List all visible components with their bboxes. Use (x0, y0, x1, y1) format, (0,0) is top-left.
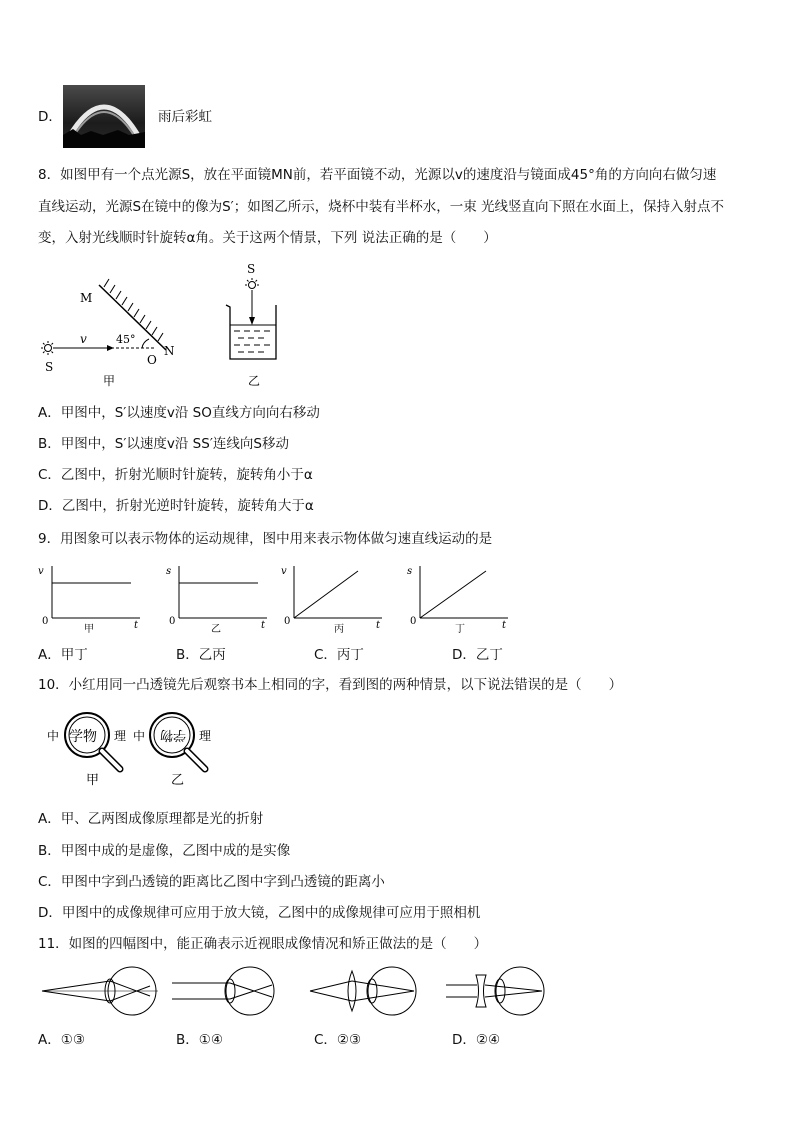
sun-icon (41, 341, 55, 355)
eye-diagram-1 (42, 967, 158, 1015)
q9-graphs (36, 560, 526, 640)
label-n: N (164, 344, 175, 358)
q8-option-d: D．乙图中，折射光逆时针旋转，旋转角大于α (38, 498, 314, 514)
q11-option-d: D．②④ (452, 1032, 501, 1048)
svg-text:v: v (38, 566, 44, 577)
eye-diagram-4 (446, 967, 544, 1015)
svg-text:甲: 甲 (84, 624, 94, 635)
rainbow-photo (63, 85, 145, 148)
svg-text:学物: 学物 (159, 727, 186, 742)
q9-option-c: C．丙丁 (314, 647, 364, 663)
svg-text:s: s (166, 566, 172, 577)
magnifier-jia (47, 713, 126, 788)
q8-figure (36, 255, 296, 390)
q10-option-b: B．甲图中成的是虚像，乙图中成的是实像 (38, 843, 291, 859)
beaker (226, 305, 276, 359)
q11-stem: 11．如图的四幅图中，能正确表示近视眼成像情况和矫正做法的是（ ） (38, 936, 488, 952)
q8-option-b: B．甲图中，S′以速度v沿 SS′连线向S移动 (38, 436, 289, 452)
q8-option-a: A．甲图中，S′以速度v沿 SO直线方向向右移动 (38, 405, 320, 421)
caption-jia: 甲 (103, 374, 116, 388)
graph-jia (38, 566, 140, 635)
svg-text:0: 0 (169, 616, 176, 627)
label-45-degree: 45° (116, 333, 136, 346)
graph-ding (407, 566, 508, 635)
svg-text:乙: 乙 (171, 773, 185, 788)
svg-text:乙: 乙 (211, 624, 221, 635)
svg-text:0: 0 (410, 616, 417, 627)
q7-option-d-label: D． (38, 109, 62, 125)
arrow-head (107, 345, 114, 351)
label-s: S (45, 360, 54, 374)
svg-text:0: 0 (284, 616, 291, 627)
q7-option-d-text: 雨后彩虹 (158, 109, 212, 125)
svg-text:t: t (502, 620, 507, 631)
sun-icon (245, 278, 259, 289)
svg-text:甲: 甲 (86, 773, 100, 788)
q11-option-b: B．①④ (176, 1032, 223, 1048)
q8-option-c: C．乙图中，折射光顺时针旋转，旋转角小于α (38, 467, 313, 483)
svg-text:理: 理 (199, 729, 212, 743)
label-v: v (80, 332, 87, 346)
svg-text:t: t (376, 620, 381, 631)
svg-text:s: s (407, 566, 413, 577)
q10-stem: 10．小红用同一凸透镜先后观察书本上相同的字，看到图的两种情景，以下说法错误的是（ ） (38, 677, 623, 693)
magnifier-yi (133, 713, 211, 788)
q9-option-b: B．乙丙 (176, 647, 226, 663)
eye-diagram-2 (172, 967, 274, 1015)
svg-text:中: 中 (47, 729, 60, 743)
q11-eye-diagrams (40, 963, 560, 1023)
eye-diagram-3 (310, 967, 416, 1015)
svg-text:丙: 丙 (334, 624, 344, 635)
q11-option-a: A．①③ (38, 1032, 85, 1048)
q10-option-c: C．甲图中字到凸透镜的距离比乙图中字到凸透镜的距离小 (38, 874, 385, 890)
svg-text:0: 0 (42, 616, 49, 627)
q8-stem-line-3: 变，入射光线顺时针旋转α角。关于这两个情景，下列 说法正确的是（ ） (38, 230, 497, 246)
caption-yi: 乙 (248, 374, 261, 388)
q8-stem-line-2: 直线运动，光源S在镜中的像为S′；如图乙所示，烧杯中装有半杯水，一束 光线竖直向下照在水面上，保持入射点不 (38, 199, 724, 215)
svg-text:丁: 丁 (455, 624, 465, 635)
svg-text:t: t (261, 620, 266, 631)
svg-text:学物: 学物 (69, 729, 97, 745)
label-m: M (80, 291, 93, 305)
graph-bing (281, 566, 382, 635)
svg-text:t: t (134, 620, 139, 631)
q8-stem-line-1: 8．如图甲有一个点光源S，放在平面镜MN前，若平面镜不动，光源以v的速度沿与镜面成45°角的方向向右做匀速 (38, 167, 717, 183)
q10-option-d: D．甲图中的成像规律可应用于放大镜，乙图中的成像规律可应用于照相机 (38, 905, 481, 921)
q10-figure (42, 705, 232, 791)
q11-option-c: C．②③ (314, 1032, 362, 1048)
q9-option-a: A．甲丁 (38, 647, 88, 663)
label-o: O (147, 353, 157, 367)
graph-yi (166, 566, 267, 635)
svg-text:v: v (281, 566, 287, 577)
q10-option-a: A．甲、乙两图成像原理都是光的折射 (38, 811, 264, 827)
q9-option-d: D．乙丁 (452, 647, 503, 663)
q9-stem: 9．用图象可以表示物体的运动规律，图中用来表示物体做匀速直线运动的是 (38, 531, 493, 547)
label-s-beaker: S (247, 262, 256, 276)
svg-text:中: 中 (133, 729, 146, 743)
svg-text:理: 理 (114, 729, 127, 743)
